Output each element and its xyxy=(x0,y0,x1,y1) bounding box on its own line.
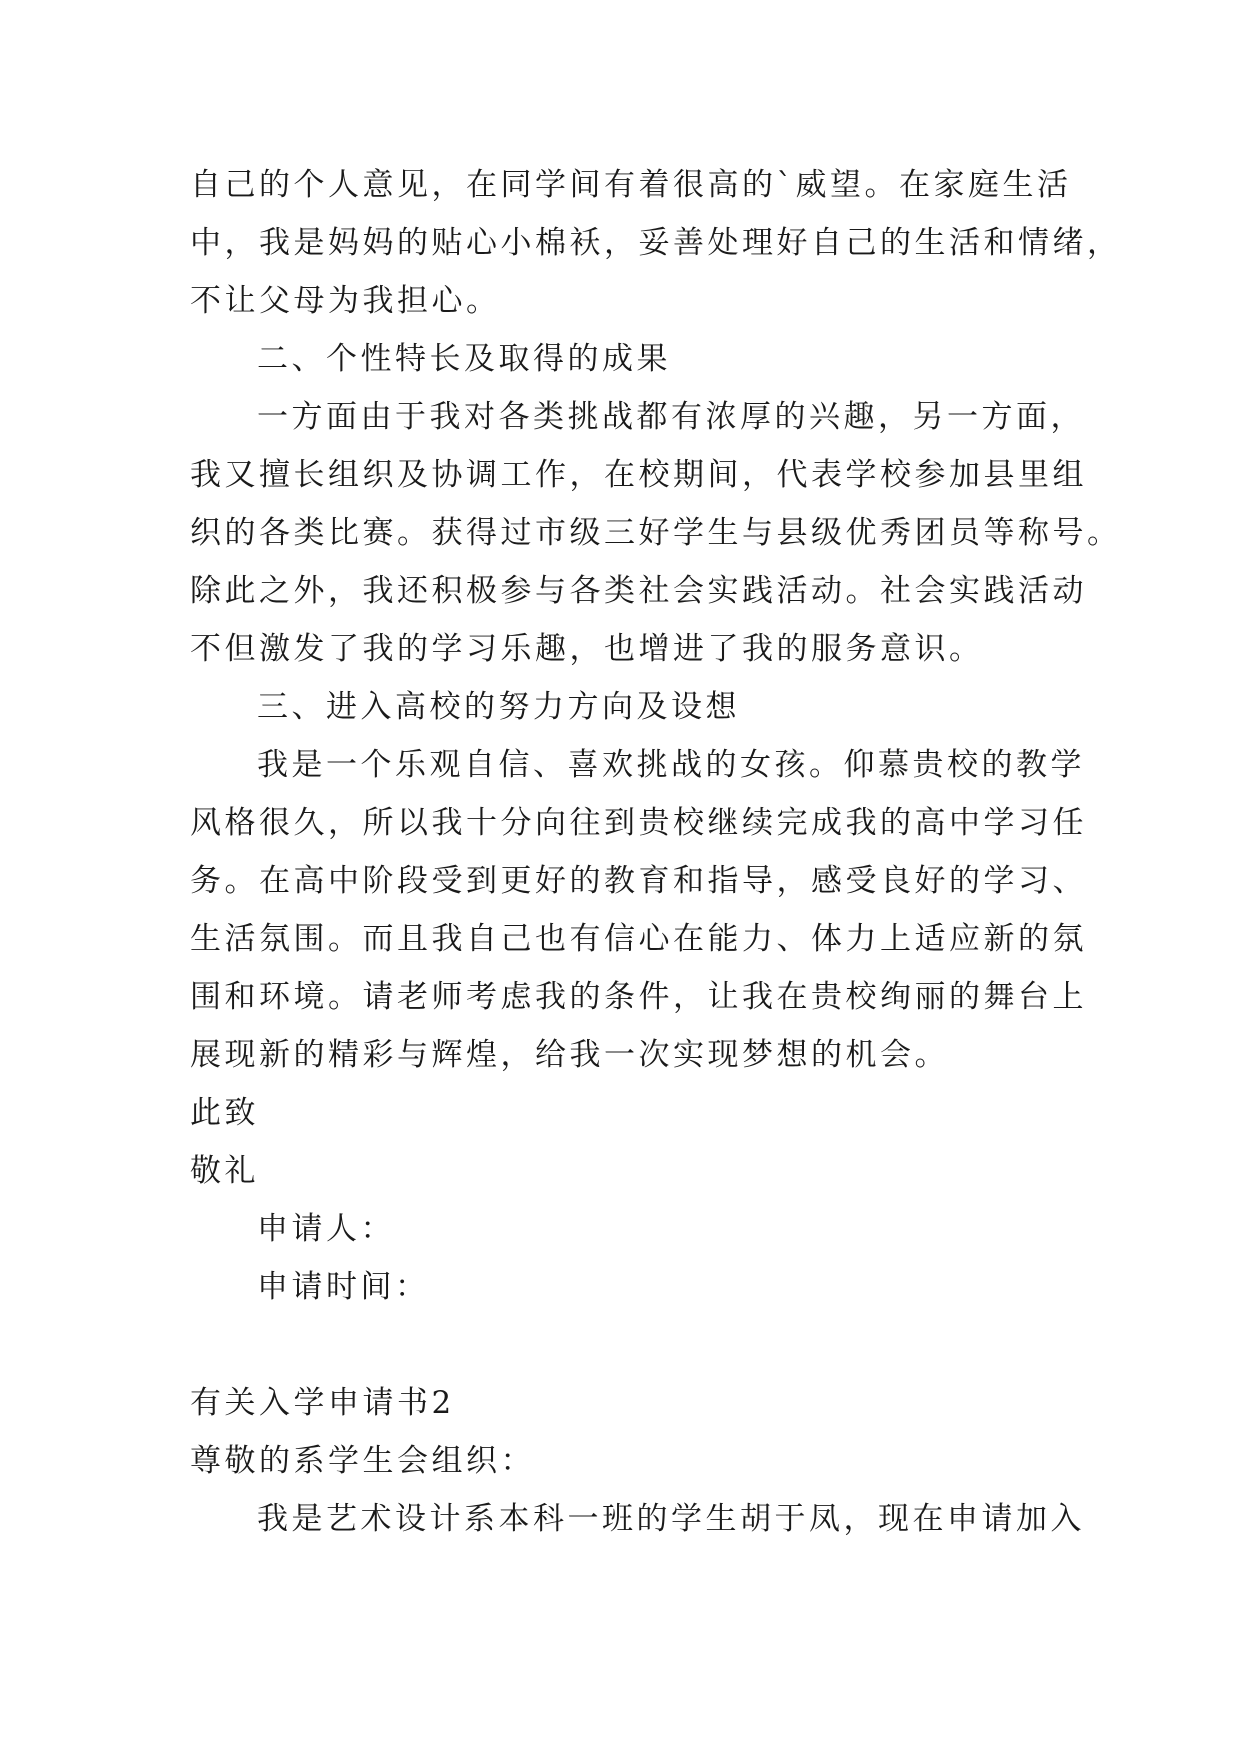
paragraph-line: 生活氛围。而且我自己也有信心在能力、体力上适应新的氛 xyxy=(190,921,1087,957)
closing-line: 敬礼 xyxy=(190,1153,259,1189)
paragraph-line: 我又擅长组织及协调工作，在校期间，代表学校参加县里组 xyxy=(190,457,1087,493)
paragraph-line: 围和环境。请老师考虑我的条件，让我在贵校绚丽的舞台上 xyxy=(190,979,1087,1015)
paragraph-line: 风格很久，所以我十分向往到贵校继续完成我的高中学习任 xyxy=(190,805,1087,841)
paragraph-line: 除此之外，我还积极参与各类社会实践活动。社会实践活动 xyxy=(190,573,1087,609)
salutation: 尊敬的系学生会组织： xyxy=(190,1443,535,1479)
paragraph-line: 不但激发了我的学习乐趣，也增进了我的服务意识。 xyxy=(190,631,984,667)
date-label: 申请时间： xyxy=(257,1269,430,1305)
paragraph-line: 务。在高中阶段受到更好的教育和指导，感受良好的学习、 xyxy=(190,863,1087,899)
paragraph-line: 不让父母为我担心。 xyxy=(190,283,501,319)
paragraph-line: 我是艺术设计系本科一班的学生胡于凤，现在申请加入 xyxy=(257,1501,1085,1537)
section-heading: 三、进入高校的努力方向及设想 xyxy=(257,689,740,725)
paragraph-line: 中，我是妈妈的贴心小棉袄，妥善处理好自己的生活和情绪， xyxy=(190,225,1122,261)
paragraph-line: 我是一个乐观自信、喜欢挑战的女孩。仰慕贵校的教学 xyxy=(257,747,1085,783)
paragraph-line: 自己的个人意见，在同学间有着很高的`威望。在家庭生活 xyxy=(190,167,1072,203)
paragraph-line: 一方面由于我对各类挑战都有浓厚的兴趣，另一方面， xyxy=(257,399,1085,435)
paragraph-line: 展现新的精彩与辉煌，给我一次实现梦想的机会。 xyxy=(190,1037,949,1073)
section-title: 有关入学申请书2 xyxy=(190,1385,455,1421)
paragraph-line: 织的各类比赛。获得过市级三好学生与县级优秀团员等称号。 xyxy=(190,515,1122,551)
applicant-label: 申请人： xyxy=(257,1211,395,1247)
closing-line: 此致 xyxy=(190,1095,259,1131)
section-heading: 二、个性特长及取得的成果 xyxy=(257,341,671,377)
